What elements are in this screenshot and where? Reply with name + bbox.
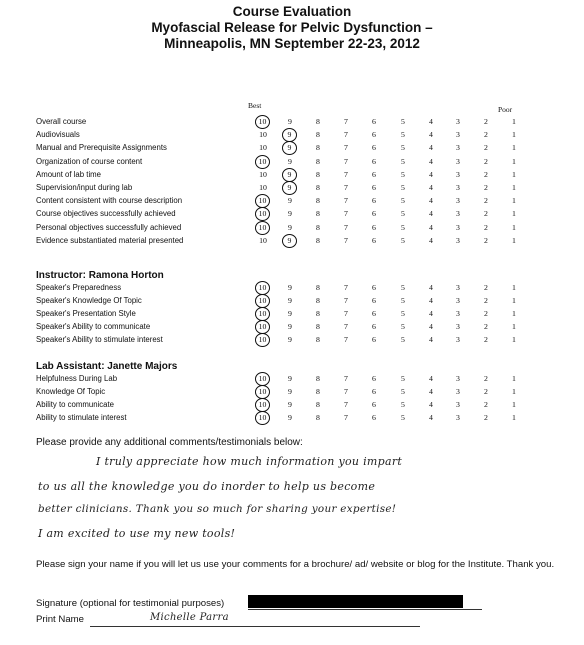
rating-option[interactable]: 4	[429, 117, 433, 126]
rating-option[interactable]: 7	[344, 235, 348, 245]
comments-prompt: Please provide any additional comments/testimonials below:	[36, 437, 303, 448]
rating-option[interactable]: 6	[372, 322, 376, 331]
instructor-row-label: Speaker's Ability to stimulate interest	[36, 335, 163, 344]
selected-rating[interactable]: 9	[282, 128, 297, 142]
rating-option[interactable]: 2	[484, 196, 488, 206]
rating-option[interactable]: 7	[344, 222, 348, 232]
rating-option[interactable]: 7	[344, 143, 348, 153]
rating-option[interactable]: 4	[429, 296, 433, 305]
instructor-row	[36, 335, 556, 348]
rating-option[interactable]: 7	[344, 183, 348, 192]
instructor-row-label: Speaker's Presentation Style	[36, 309, 136, 318]
print-name-line	[90, 626, 420, 627]
rating-option[interactable]: 6	[372, 387, 376, 396]
selected-rating[interactable]: 10	[255, 221, 270, 235]
rating-option[interactable]: 2	[484, 387, 488, 396]
lab-row	[36, 387, 556, 400]
rating-option[interactable]: 7	[344, 156, 348, 166]
rating-option[interactable]: 4	[429, 156, 433, 166]
rating-option[interactable]: 1	[512, 209, 516, 219]
rating-option[interactable]: 7	[344, 169, 348, 179]
lab-assistant-heading: Lab Assistant: Janette Majors	[36, 361, 178, 372]
rating-option[interactable]: 4	[429, 400, 433, 409]
rating-option[interactable]: 4	[429, 387, 433, 396]
rating-option[interactable]: 1	[512, 130, 516, 140]
course-row-label: Supervision/input during lab	[36, 183, 133, 192]
rating-option[interactable]: 8	[316, 322, 320, 331]
course-row-label: Organization of course content	[36, 156, 143, 166]
scale-poor-label: Poor	[498, 105, 513, 114]
signature-label: Signature (optional for testimonial purposes)	[36, 598, 225, 609]
rating-option[interactable]: 6	[372, 296, 376, 305]
rating-option[interactable]: 3	[456, 309, 460, 318]
rating-option[interactable]: 5	[401, 130, 405, 140]
rating-option[interactable]: 2	[484, 209, 488, 219]
rating-option[interactable]: 7	[344, 196, 348, 206]
rating-option[interactable]: 8	[316, 222, 320, 232]
rating-option[interactable]: 5	[401, 400, 405, 409]
rating-option[interactable]: 3	[456, 335, 460, 344]
course-row-label: Personal objectives successfully achieved	[36, 222, 182, 232]
selected-rating[interactable]: 10	[255, 281, 270, 295]
title-line-3: Minneapolis, MN September 22-23, 2012	[164, 36, 420, 51]
rating-option[interactable]: 7	[344, 117, 348, 126]
course-row	[36, 223, 556, 236]
rating-option[interactable]: 1	[512, 400, 516, 409]
rating-option[interactable]: 1	[512, 374, 516, 383]
course-row-label: Overall course	[36, 117, 87, 126]
rating-option[interactable]: 6	[372, 169, 376, 179]
selected-rating[interactable]: 10	[255, 385, 270, 399]
rating-option[interactable]: 5	[401, 283, 405, 292]
scale-best-label: Best	[248, 101, 262, 110]
rating-option[interactable]: 6	[372, 196, 376, 206]
rating-option[interactable]: 2	[484, 335, 488, 344]
rating-option[interactable]: 1	[512, 387, 516, 396]
rating-option[interactable]: 7	[344, 374, 348, 383]
rating-option[interactable]: 1	[512, 283, 516, 292]
selected-rating[interactable]: 9	[282, 181, 297, 195]
rating-option[interactable]: 2	[484, 400, 488, 409]
lab-row	[36, 413, 556, 426]
selected-rating[interactable]: 10	[255, 155, 270, 169]
rating-option[interactable]: 8	[316, 117, 320, 126]
rating-option[interactable]: 8	[316, 309, 320, 318]
rating-option[interactable]: 2	[484, 156, 488, 166]
instructor-row	[36, 322, 556, 335]
rating-option[interactable]: 3	[456, 222, 460, 232]
selected-rating[interactable]: 10	[255, 194, 270, 208]
rating-option[interactable]: 8	[316, 169, 320, 179]
instructor-heading: Instructor: Ramona Horton	[36, 270, 164, 281]
rating-option[interactable]: 8	[316, 296, 320, 305]
rating-option[interactable]: 7	[344, 130, 348, 140]
lab-row-label: Ability to communicate	[36, 400, 114, 409]
rating-option[interactable]: 7	[344, 309, 348, 318]
rating-option[interactable]: 6	[372, 222, 376, 232]
rating-option[interactable]: 9	[288, 400, 292, 409]
print-name-value: Michelle Parra	[150, 612, 229, 623]
selected-rating[interactable]: 10	[255, 398, 270, 412]
rating-option[interactable]: 9	[288, 387, 292, 396]
rating-option[interactable]: 4	[429, 209, 433, 219]
rating-option[interactable]: 7	[344, 296, 348, 305]
rating-option[interactable]: 7	[344, 335, 348, 344]
form-title	[0, 4, 584, 52]
rating-option[interactable]: 8	[316, 374, 320, 383]
rating-option[interactable]: 4	[429, 374, 433, 383]
rating-option[interactable]: 6	[372, 413, 376, 422]
rating-option[interactable]: 3	[456, 196, 460, 206]
rating-option[interactable]: 3	[456, 156, 460, 166]
instructor-row	[36, 296, 556, 309]
rating-option[interactable]: 4	[429, 235, 433, 245]
rating-option[interactable]: 8	[316, 413, 320, 422]
rating-option[interactable]: 2	[484, 183, 488, 192]
selected-rating[interactable]: 9	[282, 141, 297, 155]
rating-option[interactable]: 7	[344, 283, 348, 292]
rating-option[interactable]: 3	[456, 296, 460, 305]
rating-option[interactable]: 5	[401, 117, 405, 126]
course-row	[36, 170, 556, 183]
rating-option[interactable]: 5	[401, 322, 405, 331]
rating-option[interactable]: 7	[344, 322, 348, 331]
selected-rating[interactable]: 10	[255, 372, 270, 386]
course-row	[36, 117, 556, 130]
rating-option[interactable]: 2	[484, 222, 488, 232]
rating-option[interactable]: 3	[456, 387, 460, 396]
rating-option[interactable]: 4	[429, 335, 433, 344]
rating-option[interactable]: 4	[429, 130, 433, 140]
rating-option[interactable]: 2	[484, 143, 488, 153]
rating-option[interactable]: 8	[316, 196, 320, 206]
signature-line	[248, 609, 482, 610]
comment-line-4: I am excited to use my new tools!	[38, 527, 236, 540]
rating-option[interactable]: 2	[484, 413, 488, 422]
rating-option[interactable]: 9	[288, 196, 292, 206]
rating-option[interactable]: 5	[401, 309, 405, 318]
course-row-label: Evidence substantiated material presented	[36, 235, 184, 245]
rating-option[interactable]: 2	[484, 283, 488, 292]
rating-option[interactable]: 1	[512, 222, 516, 232]
course-row	[36, 143, 556, 156]
rating-option[interactable]: 3	[456, 130, 460, 140]
rating-option[interactable]: 5	[401, 209, 405, 219]
rating-option[interactable]: 10	[259, 235, 267, 245]
rating-option[interactable]: 10	[259, 169, 267, 179]
rating-option[interactable]: 9	[288, 283, 292, 292]
rating-option[interactable]: 9	[288, 156, 292, 166]
instructor-row	[36, 283, 556, 296]
rating-option[interactable]: 5	[401, 222, 405, 232]
rating-option[interactable]: 3	[456, 374, 460, 383]
course-row	[36, 157, 556, 170]
rating-option[interactable]: 3	[456, 322, 460, 331]
rating-option[interactable]: 5	[401, 169, 405, 179]
rating-option[interactable]: 9	[288, 413, 292, 422]
rating-option[interactable]: 5	[401, 335, 405, 344]
rating-option[interactable]: 4	[429, 222, 433, 232]
course-row	[36, 196, 556, 209]
rating-option[interactable]: 5	[401, 143, 405, 153]
rating-option[interactable]: 1	[512, 413, 516, 422]
rating-option[interactable]: 9	[288, 296, 292, 305]
rating-option[interactable]: 6	[372, 400, 376, 409]
instructor-row-label: Speaker's Knowledge Of Topic	[36, 296, 142, 305]
rating-option[interactable]: 2	[484, 235, 488, 245]
rating-option[interactable]: 4	[429, 196, 433, 206]
rating-option[interactable]: 1	[512, 235, 516, 245]
comment-line-1: I truly appreciate how much information you impart	[96, 455, 403, 468]
rating-option[interactable]: 9	[288, 335, 292, 344]
course-row-label: Content consistent with course description	[36, 196, 183, 206]
rating-option[interactable]: 8	[316, 387, 320, 396]
rating-option[interactable]: 6	[372, 209, 376, 219]
rating-option[interactable]: 2	[484, 309, 488, 318]
rating-option[interactable]: 1	[512, 322, 516, 331]
rating-option[interactable]: 4	[429, 322, 433, 331]
course-row	[36, 183, 556, 196]
rating-option[interactable]: 1	[512, 296, 516, 305]
rating-option[interactable]: 2	[484, 374, 488, 383]
rating-option[interactable]: 5	[401, 374, 405, 383]
rating-option[interactable]: 4	[429, 169, 433, 179]
course-row-label: Audiovisuals	[36, 130, 80, 140]
rating-option[interactable]: 7	[344, 387, 348, 396]
rating-option[interactable]: 4	[429, 183, 433, 192]
course-row-label: Course objectives successfully achieved	[36, 209, 176, 219]
rating-option[interactable]: 3	[456, 117, 460, 126]
rating-option[interactable]: 1	[512, 309, 516, 318]
rating-option[interactable]: 6	[372, 235, 376, 245]
rating-option[interactable]: 4	[429, 413, 433, 422]
lab-row-label: Knowledge Of Topic	[36, 387, 106, 396]
selected-rating[interactable]: 10	[255, 115, 270, 129]
selected-rating[interactable]: 10	[255, 333, 270, 347]
rating-option[interactable]: 7	[344, 400, 348, 409]
rating-option[interactable]: 10	[259, 143, 267, 153]
lab-row	[36, 400, 556, 413]
selected-rating[interactable]: 10	[255, 411, 270, 425]
course-row-label: Amount of lab time	[36, 169, 102, 179]
rating-option[interactable]: 5	[401, 296, 405, 305]
rating-option[interactable]: 8	[316, 209, 320, 219]
rating-option[interactable]: 3	[456, 400, 460, 409]
rating-option[interactable]: 8	[316, 130, 320, 140]
rating-option[interactable]: 6	[372, 283, 376, 292]
comment-line-2: to us all the knowledge you do inorder to help us become	[38, 480, 376, 493]
rating-option[interactable]: 9	[288, 374, 292, 383]
selected-rating[interactable]: 9	[282, 168, 297, 182]
rating-option[interactable]: 2	[484, 169, 488, 179]
rating-option[interactable]: 8	[316, 400, 320, 409]
rating-option[interactable]: 6	[372, 183, 376, 192]
rating-option[interactable]: 3	[456, 413, 460, 422]
rating-option[interactable]: 1	[512, 143, 516, 153]
rating-option[interactable]: 9	[288, 117, 292, 126]
rating-option[interactable]: 7	[344, 413, 348, 422]
rating-option[interactable]: 3	[456, 143, 460, 153]
rating-option[interactable]: 8	[316, 235, 320, 245]
course-row	[36, 130, 556, 143]
rating-option[interactable]: 6	[372, 143, 376, 153]
rating-option[interactable]: 3	[456, 283, 460, 292]
rating-option[interactable]: 4	[429, 283, 433, 292]
lab-row	[36, 374, 556, 387]
rating-option[interactable]: 9	[288, 209, 292, 219]
selected-rating[interactable]: 10	[255, 320, 270, 334]
rating-option[interactable]: 5	[401, 413, 405, 422]
rating-option[interactable]: 8	[316, 183, 320, 192]
rating-option[interactable]: 1	[512, 169, 516, 179]
rating-option[interactable]: 1	[512, 117, 516, 126]
rating-option[interactable]: 8	[316, 283, 320, 292]
rating-option[interactable]: 4	[429, 143, 433, 153]
comment-line-3: better clinicians. Thank you so much for sharing your expertise!	[38, 503, 397, 515]
selected-rating[interactable]: 10	[255, 207, 270, 221]
rating-option[interactable]: 5	[401, 196, 405, 206]
rating-option[interactable]: 2	[484, 117, 488, 126]
rating-option[interactable]: 6	[372, 117, 376, 126]
rating-option[interactable]: 4	[429, 309, 433, 318]
instructor-row	[36, 309, 556, 322]
rating-option[interactable]: 6	[372, 335, 376, 344]
rating-option[interactable]: 3	[456, 209, 460, 219]
sign-prompt: Please sign your name if you will let us use your comments for a brochure/ ad/ website or blog for the Institute. Thank you.	[36, 559, 555, 570]
selected-rating[interactable]: 10	[255, 294, 270, 308]
rating-option[interactable]: 1	[512, 156, 516, 166]
rating-option[interactable]: 2	[484, 296, 488, 305]
lab-row-label: Ability to stimulate interest	[36, 413, 127, 422]
rating-option[interactable]: 1	[512, 335, 516, 344]
rating-option[interactable]: 3	[456, 235, 460, 245]
rating-option[interactable]: 5	[401, 156, 405, 166]
rating-option[interactable]: 5	[401, 387, 405, 396]
rating-option[interactable]: 3	[456, 183, 460, 192]
rating-option[interactable]: 10	[259, 130, 267, 140]
rating-option[interactable]: 6	[372, 156, 376, 166]
rating-option[interactable]: 7	[344, 209, 348, 219]
rating-option[interactable]: 9	[288, 322, 292, 331]
rating-option[interactable]: 5	[401, 235, 405, 245]
signature-redaction	[248, 595, 463, 608]
rating-option[interactable]: 6	[372, 309, 376, 318]
course-row	[36, 209, 556, 222]
course-row-label: Manual and Prerequisite Assignments	[36, 143, 167, 153]
rating-option[interactable]: 10	[259, 183, 267, 192]
instructor-row-label: Speaker's Ability to communicate	[36, 322, 151, 331]
print-name-label: Print Name	[36, 614, 84, 625]
rating-option[interactable]: 1	[512, 183, 516, 192]
rating-option[interactable]: 6	[372, 130, 376, 140]
instructor-row-label: Speaker's Preparedness	[36, 283, 122, 292]
rating-option[interactable]: 9	[288, 222, 292, 232]
rating-option[interactable]: 8	[316, 335, 320, 344]
rating-option[interactable]: 9	[288, 309, 292, 318]
lab-row-label: Helpfulness During Lab	[36, 374, 118, 383]
rating-option[interactable]: 5	[401, 183, 405, 192]
rating-option[interactable]: 2	[484, 322, 488, 331]
selected-rating[interactable]: 10	[255, 307, 270, 321]
rating-option[interactable]: 1	[512, 196, 516, 206]
rating-option[interactable]: 3	[456, 169, 460, 179]
rating-option[interactable]: 2	[484, 130, 488, 140]
rating-option[interactable]: 8	[316, 143, 320, 153]
rating-option[interactable]: 6	[372, 374, 376, 383]
selected-rating[interactable]: 9	[282, 234, 297, 248]
title-line-1: Course Evaluation	[232, 4, 352, 19]
rating-option[interactable]: 8	[316, 156, 320, 166]
course-row	[36, 236, 556, 249]
title-line-2: Myofascial Release for Pelvic Dysfunction –	[151, 20, 433, 35]
